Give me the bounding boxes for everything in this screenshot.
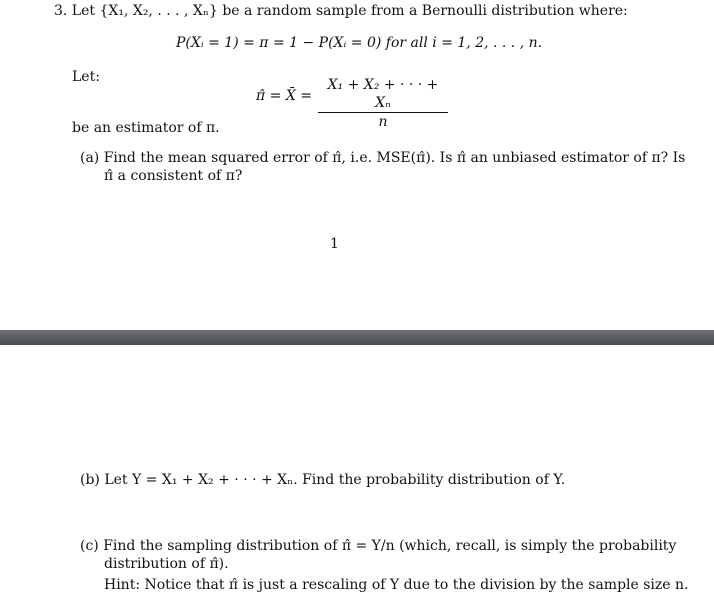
bernoulli-formula: P(Xᵢ = 1) = π = 1 − P(Xᵢ = 0) for all i = 1, 2, . . . , n.: [176, 35, 543, 51]
page-two: [0, 345, 714, 609]
page-number: 1: [330, 236, 339, 252]
estimator-caption: be an estimator of π.: [72, 120, 220, 136]
let-label: Let:: [72, 69, 100, 85]
estimator-denominator: n: [378, 114, 388, 130]
estimator-fraction: [318, 76, 448, 131]
part-b: (b) Let Y = X₁ + X₂ + · · · + Xₙ. Find the probability distribution of Y.: [80, 472, 566, 488]
part-a-line-2: π̂ a consistent of π?: [104, 168, 243, 184]
part-a-line-1: (a) Find the mean squared error of π̂, i.e. MSE(π̂). Is π̂ an unbiased estimator of π? Is: [80, 150, 686, 166]
estimator-lhs: π̂ = X̄ =: [256, 88, 312, 104]
hint-text: Hint: Notice that π̂ is just a rescaling of Y due to the division by the sample size n.: [104, 577, 689, 593]
estimator-numerator: X₁ + X₂ + · · · + Xₙ: [318, 76, 448, 113]
problem-intro: 3. Let {X₁, X₂, . . . , Xₙ} be a random sample from a Bernoulli distribution where:: [54, 3, 628, 19]
part-c-line-2: distribution of π̂).: [104, 556, 229, 572]
part-c-line-1: (c) Find the sampling distribution of π̂ = Y/n (which, recall, is simply the probability: [80, 538, 677, 554]
page-divider: [0, 330, 714, 345]
